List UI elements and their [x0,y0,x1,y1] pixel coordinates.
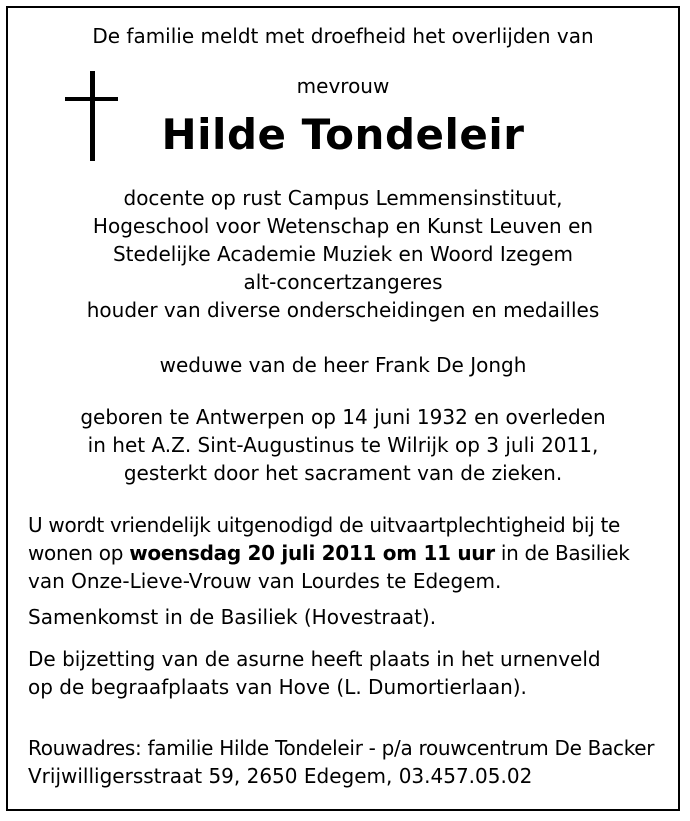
role-line: Hogeschool voor Wetenschap en Kunst Leuven en [92,214,594,238]
intro-text: De familie meldt met droefheid het overlijden van [92,24,594,48]
funeral-line: van Onze-Lieve-Vrouw van Lourdes te Edegem. [28,569,502,593]
spouse-text: weduwe van de heer Frank De Jongh [159,353,527,377]
funeral-date: woensdag 20 juli 2011 om 11 uur [129,541,495,565]
honorific: mevrouw [296,74,390,98]
life-line: in het A.Z. Sint-Augustinus te Wilrijk op 3 juli 2011, [87,433,599,457]
gathering-text: Samenkomst in de Basiliek (Hovestraat). [28,605,437,629]
obituary-notice [6,6,680,811]
funeral-line: wonen op woensdag 20 juli 2011 om 11 uur in de Basiliek [28,541,630,565]
burial-line: De bijzetting van de asurne heeft plaats in het urnenveld [28,647,601,671]
contact-line: Rouwadres: familie Hilde Tondeleir - p/a rouwcentrum De Backer [28,736,655,760]
life-line: geboren te Antwerpen op 14 juni 1932 en overleden [80,405,606,429]
role-line: docente op rust Campus Lemmensinstituut, [123,186,563,210]
role-line: alt-concertzangeres [243,270,443,294]
life-line: gesterkt door het sacrament van de zieken. [123,461,563,485]
burial-line: op de begraafplaats van Hove (L. Dumortierlaan). [28,675,527,699]
role-line: houder van diverse onderscheidingen en medailles [86,298,600,322]
funeral-line: U wordt vriendelijk uitgenodigd de uitvaartplechtigheid bij te [28,513,621,537]
role-line: Stedelijke Academie Muziek en Woord Izegem [112,242,574,266]
contact-line: Vrijwilligersstraat 59, 2650 Edegem, 03.457.05.02 [28,764,533,788]
deceased-name: Hilde Tondeleir [161,110,525,159]
